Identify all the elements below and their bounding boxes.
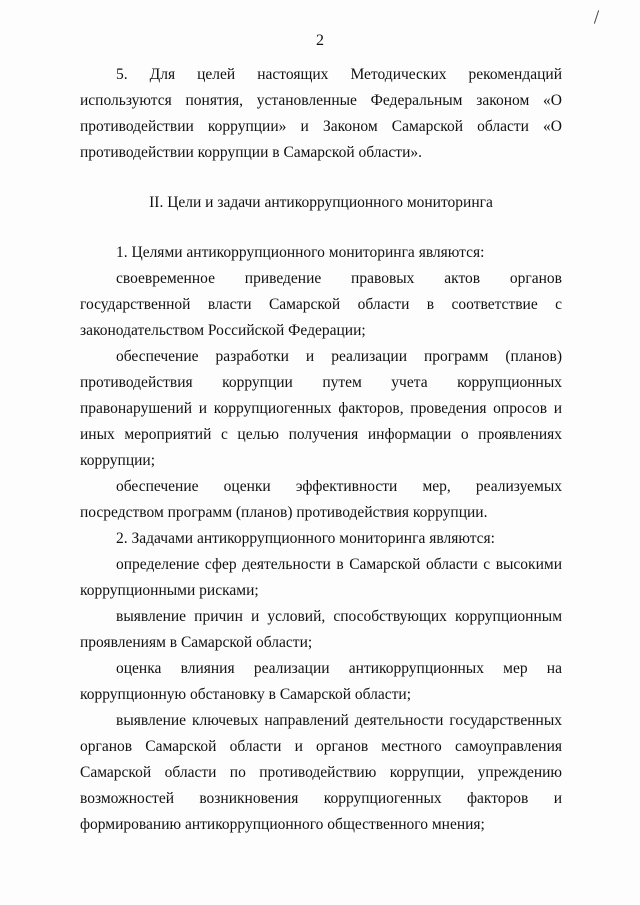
task-item-2: выявление причин и условий, способствующих коррупционным проявлениям в Самарской области; bbox=[80, 608, 562, 651]
task-item-3: оценка влияния реализации антикоррупционных мер на коррупционную обстановку в Самарской области; bbox=[80, 660, 562, 703]
page-number: 2 bbox=[316, 32, 324, 49]
paragraph-5: 5. Для целей настоящих Методических рекомендаций используются понятия, установленные Федеральным законом «О противодействии коррупции» и Законом Самарской области «О противодействии коррупции в Самарской области». bbox=[80, 66, 562, 161]
tasks-intro: 2. Задачами антикоррупционного мониторинга являются: bbox=[116, 530, 495, 547]
goal-item-2: обеспечение разработки и реализации программ (планов) противодействия коррупции путем учета коррупционных правонарушений и коррупциогенных факторов, проведения опросов и иных мероприятий с целью получения информации о проявлениях коррупции; bbox=[80, 348, 562, 469]
goals-intro: 1. Целями антикоррупционного мониторинга являются: bbox=[116, 244, 485, 261]
section-heading: II. Цели и задачи антикоррупционного мониторинга bbox=[149, 194, 493, 211]
task-item-1: определение сфер деятельности в Самарской области с высокими коррупционными рисками; bbox=[80, 556, 562, 599]
document-body bbox=[80, 62, 562, 838]
goal-item-1: своевременное приведение правовых актов органов государственной власти Самарской области в соответствие с законодательством Российской Федерации; bbox=[80, 270, 562, 339]
task-item-4: выявление ключевых направлений деятельности государственных органов Самарской области и органов местного самоуправления Самарской области по противодействию коррупции, упреждению возможностей возникновения коррупциогенных факторов и формированию антикоррупционного общественного мнения; bbox=[80, 712, 562, 833]
goal-item-3: обеспечение оценки эффективности мер, реализуемых посредством программ (планов) противодействия коррупции. bbox=[80, 478, 562, 521]
scan-margin-mark bbox=[594, 10, 599, 24]
